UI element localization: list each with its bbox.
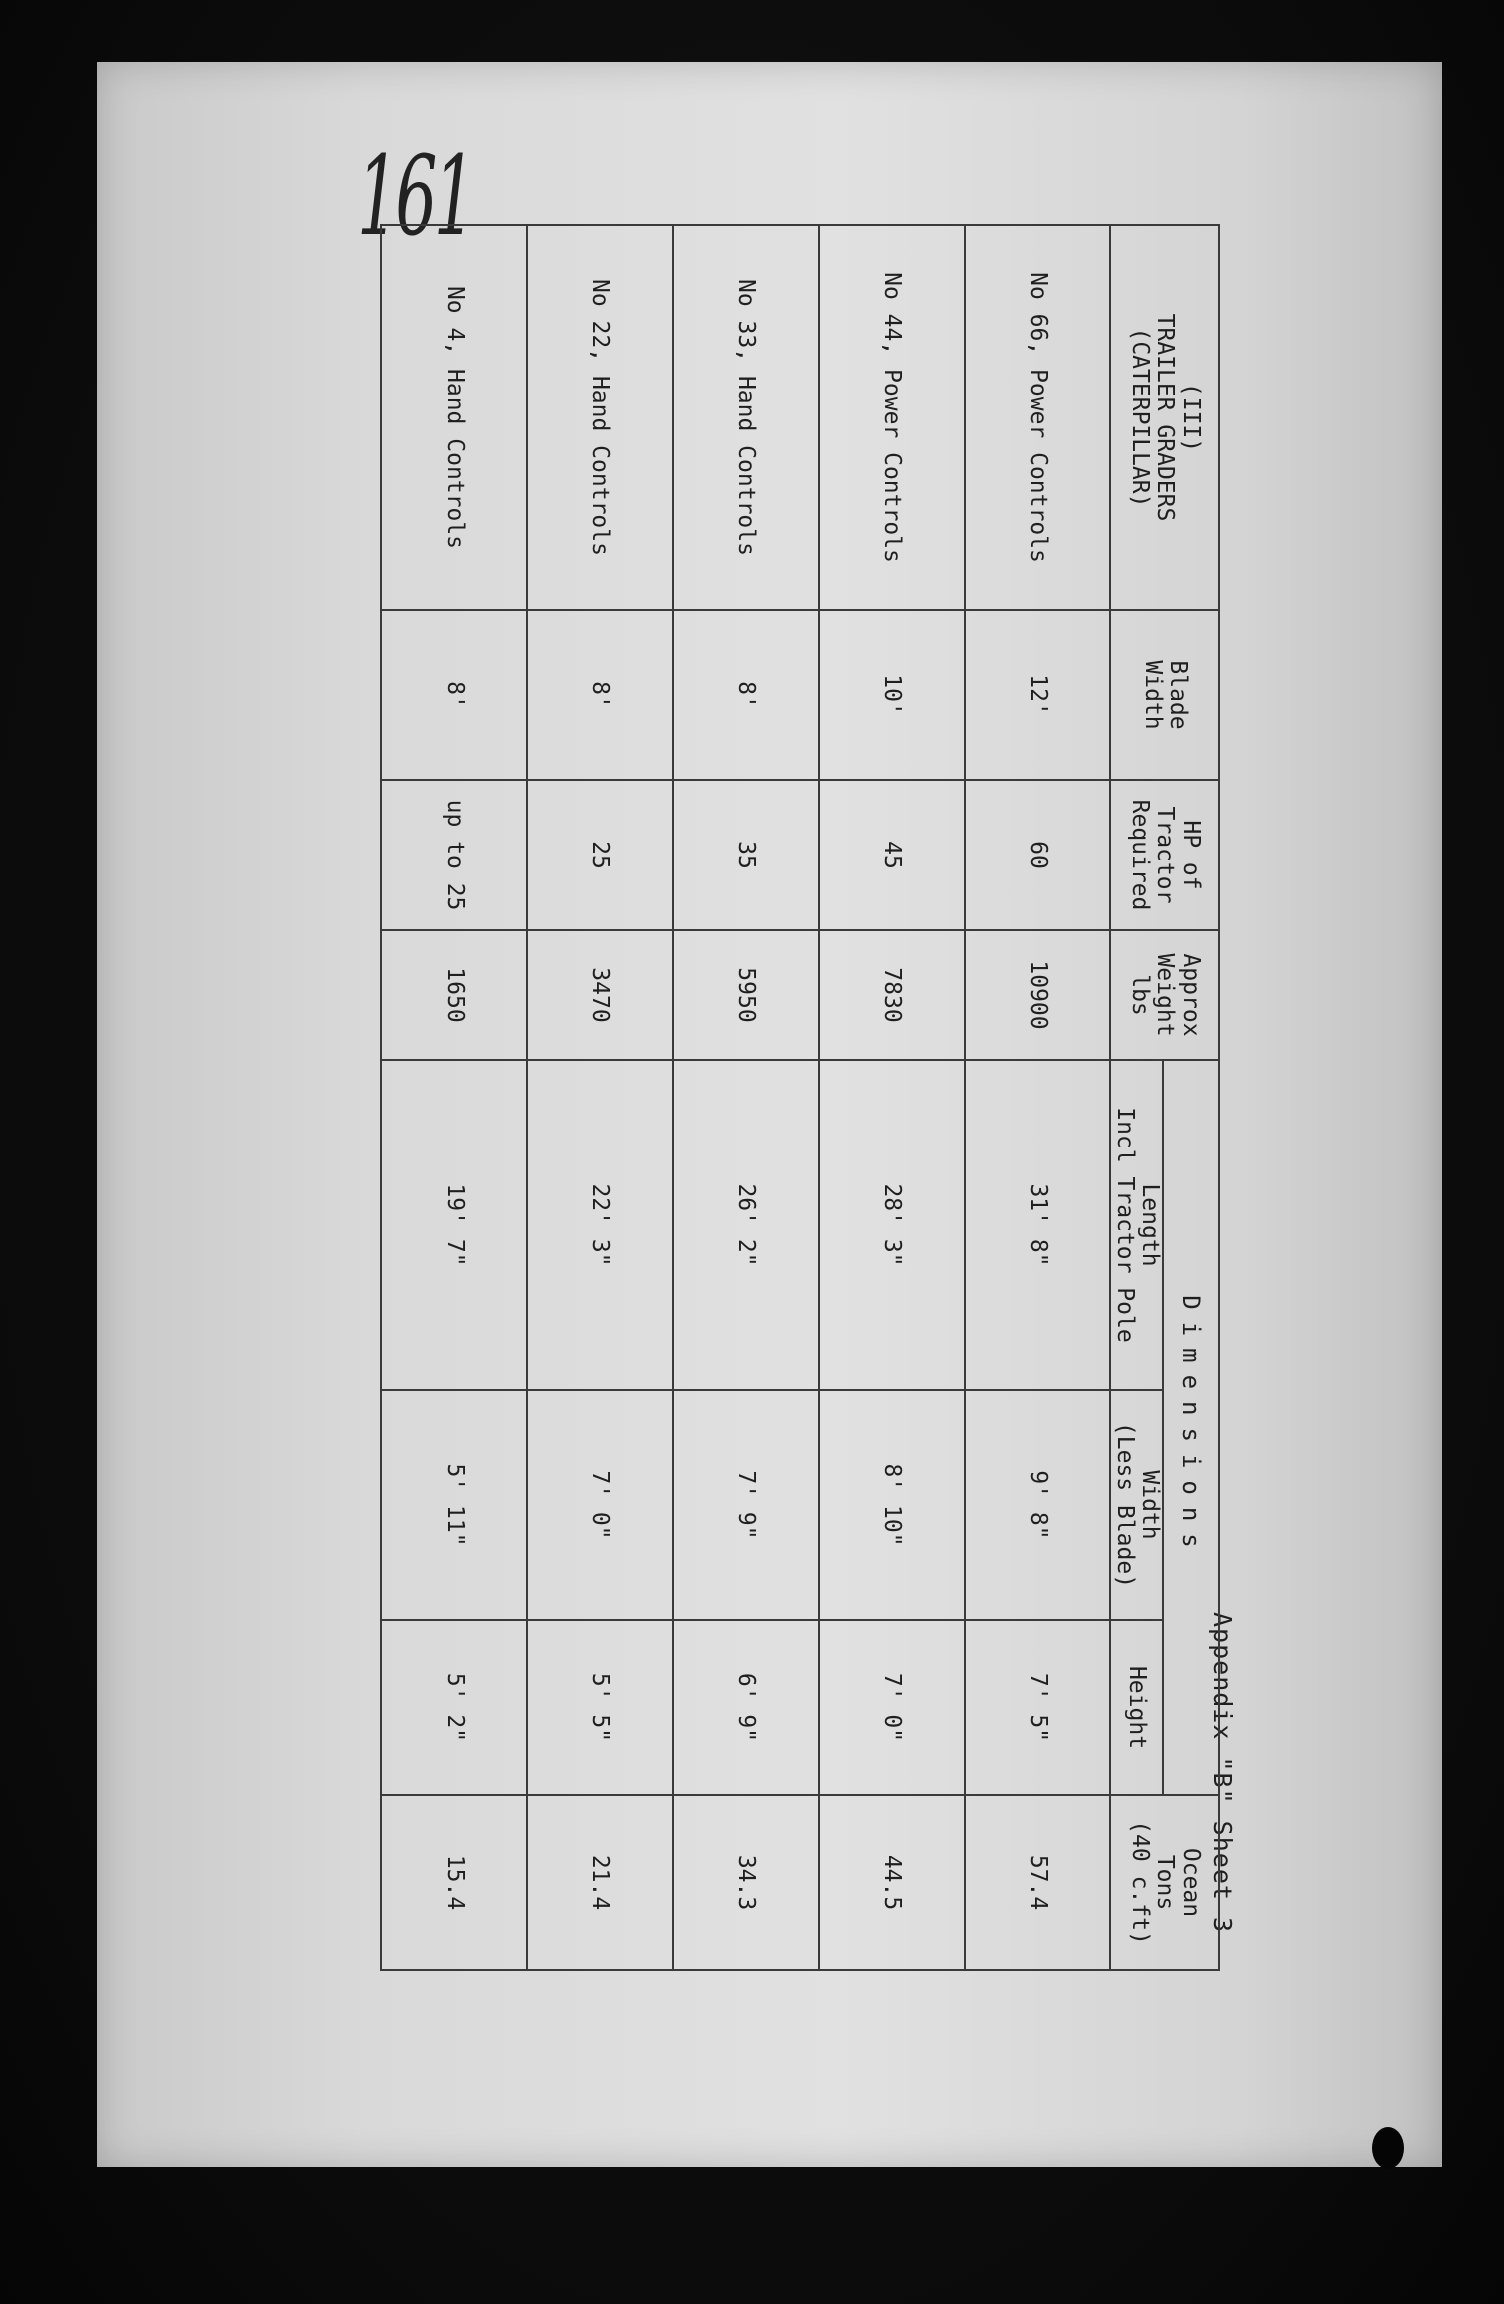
row-weight: 3470 [527,930,673,1060]
row-blade: 8' [673,610,819,780]
row-name: No 4, Hand Controls [381,225,527,610]
row-name: No 33, Hand Controls [673,225,819,610]
row-length: 31' 8" [965,1060,1111,1390]
table-row [673,225,819,1970]
row-height: 5' 5" [527,1620,673,1795]
row-length: 28' 3" [819,1060,965,1390]
table-row [965,225,1111,1970]
row-weight: 1650 [381,930,527,1060]
row-name: No 66, Power Controls [965,225,1111,610]
ink-blot [1372,2127,1404,2169]
header-weight: Approx Weight lbs [1110,930,1219,1060]
header-type: (III) TRAILER GRADERS (CATERPILLAR) [1110,225,1219,610]
row-width: 5' 11" [381,1390,527,1620]
row-length: 26' 2" [673,1060,819,1390]
table-row [381,225,527,1970]
row-blade: 8' [381,610,527,780]
header-height: Height [1110,1620,1163,1795]
row-ocean: 57.4 [965,1795,1111,1970]
row-height: 5' 2" [381,1620,527,1795]
row-ocean: 44.5 [819,1795,965,1970]
row-hp: 45 [819,780,965,930]
row-width: 7' 9" [673,1390,819,1620]
header-length: Length Incl Tractor Pole [1110,1060,1163,1390]
row-length: 19' 7" [381,1060,527,1390]
row-height: 6' 9" [673,1620,819,1795]
row-name: No 44, Power Controls [819,225,965,610]
row-ocean: 34.3 [673,1795,819,1970]
header-width: Width (Less Blade) [1110,1390,1163,1620]
row-blade: 8' [527,610,673,780]
rotated-content [97,62,1442,2167]
row-height: 7' 0" [819,1620,965,1795]
row-weight: 10900 [965,930,1111,1060]
trailer-graders-table [380,224,1220,1971]
row-weight: 7830 [819,930,965,1060]
appendix-label: Appendix "B" Sheet 3 [1208,1612,1237,1934]
row-ocean: 21.4 [527,1795,673,1970]
row-hp: 35 [673,780,819,930]
row-width: 7' 0" [527,1390,673,1620]
table-row [819,225,965,1970]
header-dimensions: Dimensions [1163,1060,1219,1795]
row-hp: up to 25 [381,780,527,930]
row-length: 22' 3" [527,1060,673,1390]
row-hp: 25 [527,780,673,930]
row-hp: 60 [965,780,1111,930]
row-name: No 22, Hand Controls [527,225,673,610]
header-blade-width: Blade Width [1110,610,1219,780]
row-width: 8' 10" [819,1390,965,1620]
header-hp: HP of Tractor Required [1110,780,1219,930]
row-blade: 10' [819,610,965,780]
row-height: 7' 5" [965,1620,1111,1795]
row-weight: 5950 [673,930,819,1060]
row-blade: 12' [965,610,1111,780]
header-ocean-tons: Ocean Tons (40 c.ft) [1110,1795,1219,1970]
row-width: 9' 8" [965,1390,1111,1620]
document-page [97,62,1442,2167]
table-row [527,225,673,1970]
handwritten-folio-number: 161 [357,132,473,260]
header-row [1163,225,1219,1970]
row-ocean: 15.4 [381,1795,527,1970]
